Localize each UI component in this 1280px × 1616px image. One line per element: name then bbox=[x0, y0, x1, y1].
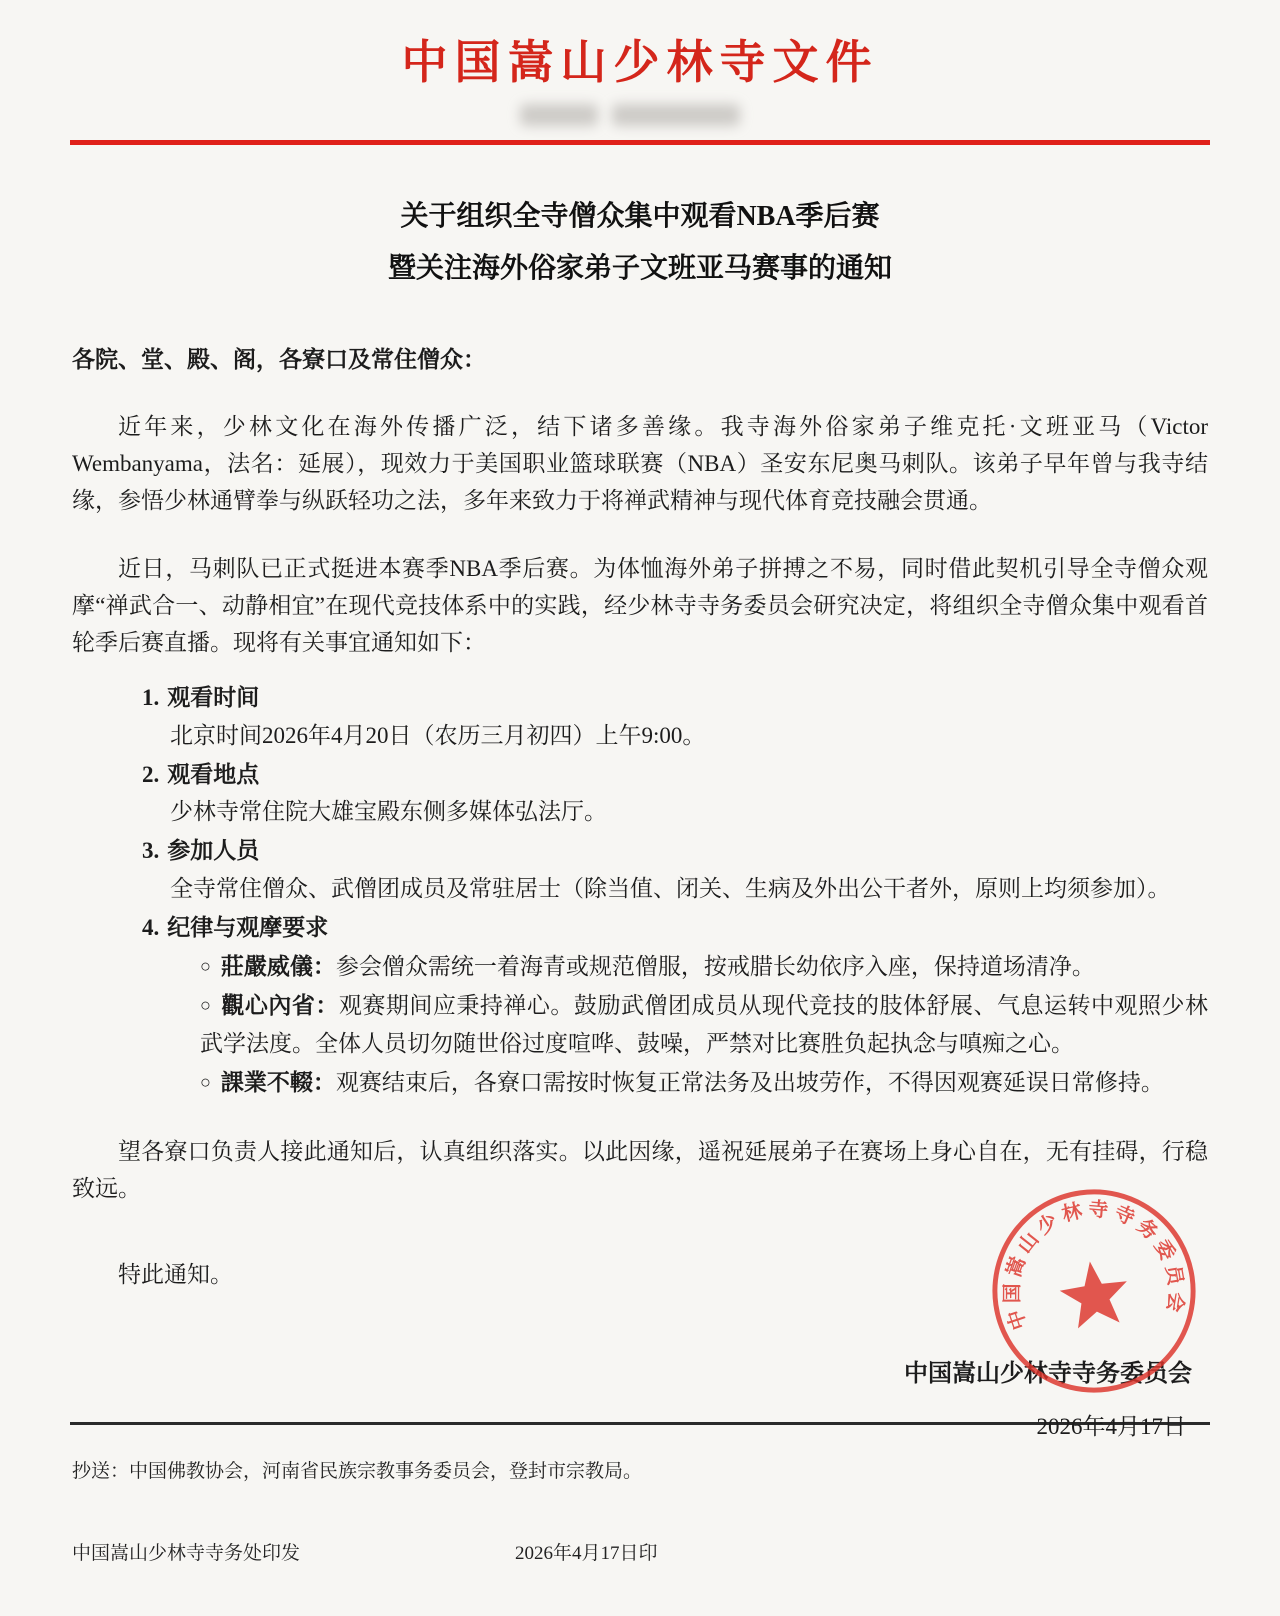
list-item bbox=[72, 832, 1208, 907]
list-item bbox=[72, 909, 1208, 1101]
bullet-lead: 觀心內省： bbox=[221, 993, 339, 1019]
redaction-blur bbox=[520, 104, 598, 126]
bullet-item bbox=[72, 948, 1208, 985]
bullet-text: 观赛期间应秉持禅心。鼓励武僧团成员从现代竞技的肢体舒展、气息运转中观照少林武学法度。全体人员切勿随世俗过度喧哗、鼓噪，严禁对比赛胜负起执念与嗔痴之心。 bbox=[200, 993, 1209, 1056]
list-item-number: 3. bbox=[142, 838, 160, 864]
print-date: 2026年4月17日印 bbox=[515, 1543, 658, 1564]
signature-org: 中国嵩山少林寺寺务委员会 bbox=[904, 1360, 1192, 1387]
notice-title-line1: 关于组织全寺僧众集中观看NBA季后赛 bbox=[400, 201, 880, 232]
final-note: 特此通知。 bbox=[118, 1261, 233, 1287]
notice-body bbox=[72, 341, 1208, 1445]
list-item-heading: 观看地点 bbox=[167, 761, 260, 787]
list-item bbox=[72, 756, 1208, 831]
bullet-text: 观赛结束后，各寮口需按时恢复正常法务及出坡劳作，不得因观赛延误日常修持。 bbox=[335, 1069, 1164, 1095]
notice-list bbox=[72, 679, 1208, 1101]
bullet-text: 参会僧众需统一着海青或规范僧服，按戒腊长幼依序入座，保持道场清净。 bbox=[335, 954, 1095, 980]
signature-block bbox=[72, 1355, 1208, 1445]
list-item-body: 全寺常住僧众、武僧团成员及常驻居士（除当值、闭关、生病及外出公干者外，原则上均须参加）。 bbox=[170, 875, 1171, 901]
list-item-heading: 观看时间 bbox=[167, 685, 260, 711]
list-item-heading: 参加人员 bbox=[167, 838, 260, 864]
paragraph: 近日，马刺队已正式挺进本赛季NBA季后赛。为体恤海外弟子拼搏之不易，同时借此契机引导全寺僧众观摩“禅武合一、动静相宜”在现代竞技体系中的实践，经少林寺寺务委员会研究决定，将组织全寺僧众集中观看首轮季后赛直播。现将有关事宜通知如下： bbox=[72, 555, 1208, 656]
list-item-number: 4. bbox=[142, 914, 160, 940]
bullet-lead: 課業不輟： bbox=[220, 1069, 336, 1095]
salutation: 各院、堂、殿、阁，各寮口及常住僧众： bbox=[72, 346, 486, 372]
bullet-item bbox=[72, 987, 1208, 1062]
issuing-office: 中国嵩山少林寺寺务处印发 bbox=[72, 1543, 301, 1564]
list-item-body: 少林寺常住院大雄宝殿东侧多媒体弘法厅。 bbox=[170, 799, 607, 825]
redaction-blur bbox=[612, 104, 740, 126]
notice-title-line2: 暨关注海外俗家弟子文班亚马赛事的通知 bbox=[387, 252, 892, 284]
list-item-body: 北京时间2026年4月20日（农历三月初四）上午9:00。 bbox=[170, 722, 706, 748]
circle-bullet-icon: ○ bbox=[200, 1071, 211, 1092]
redacted-document-number bbox=[0, 92, 1280, 138]
circle-bullet-icon: ○ bbox=[200, 995, 212, 1016]
list-item-title bbox=[72, 756, 1208, 793]
letterhead-title: 中国嵩山少林寺文件 bbox=[401, 37, 879, 88]
list-item-heading: 纪律与观摩要求 bbox=[167, 914, 329, 940]
bullet-lead: 莊嚴威儀： bbox=[220, 954, 336, 980]
list-item bbox=[72, 679, 1208, 754]
list-item-title bbox=[72, 909, 1208, 946]
notice-title bbox=[0, 191, 1280, 295]
cc-line: 抄送：中国佛教协会，河南省民族宗教事务委员会，登封市宗教局。 bbox=[72, 1461, 643, 1482]
list-item-number: 1. bbox=[142, 685, 160, 711]
circle-bullet-icon: ○ bbox=[200, 956, 211, 977]
paragraph: 近年来，少林文化在海外传播广泛，结下诸多善缘。我寺海外俗家弟子维克托·文班亚马（Victor Wembanyama，法名：延展），现效力于美国职业篮球联赛（NBA）圣安东尼奥马刺队。该弟子早年曾与我寺结缘，参悟少林通臂拳与纵跃轻功之法，多年来致力于将禅武精神与现代体育竞技融会贯通。 bbox=[72, 413, 1208, 514]
list-item-number: 2. bbox=[142, 761, 160, 787]
letterhead-red-rule bbox=[70, 140, 1210, 145]
list-item-title bbox=[72, 679, 1208, 716]
closing-paragraph: 望各寮口负责人接此通知后，认真组织落实。以此因缘，遥祝延展弟子在赛场上身心自在，无有挂碍，行稳致远。 bbox=[72, 1139, 1208, 1202]
list-item-title bbox=[72, 832, 1208, 869]
bullet-item bbox=[72, 1064, 1208, 1101]
seal-text: 中国嵩山少林寺寺务委员会 bbox=[1001, 1198, 1188, 1333]
signature-date: 2026年4月17日 bbox=[1036, 1413, 1186, 1439]
